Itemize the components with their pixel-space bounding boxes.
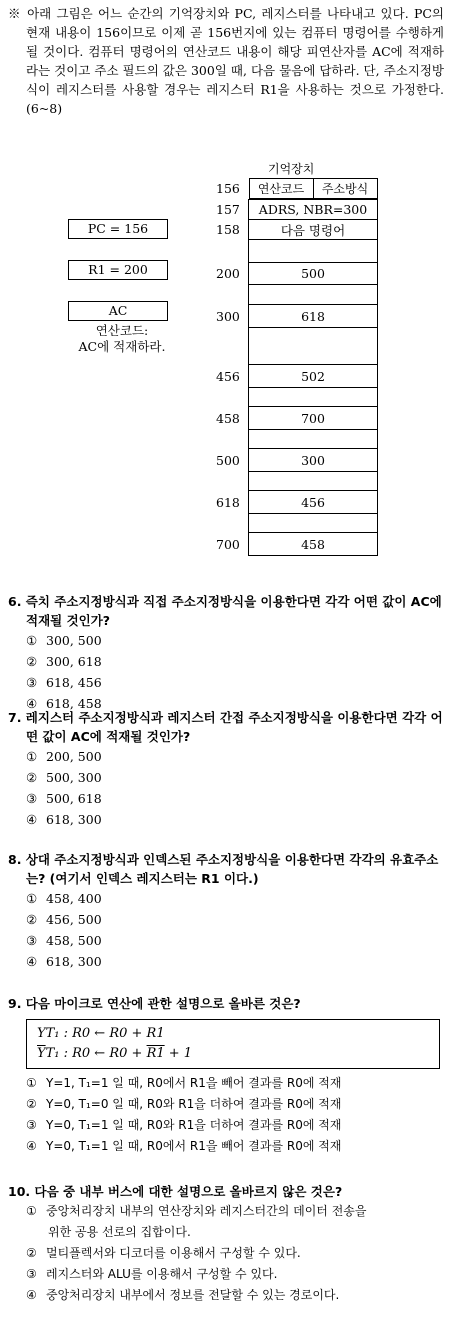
- memory-address: [216, 514, 249, 533]
- option-number: ②: [26, 912, 38, 927]
- memory-cell: 다음 명령어: [249, 220, 378, 240]
- option-text: 레지스터와 ALU를 이용해서 구성할 수 있다.: [46, 1267, 278, 1281]
- option-number: ①: [26, 891, 38, 906]
- option-text: 618, 300: [46, 812, 102, 827]
- opcode-note: [62, 323, 182, 355]
- option-text: 618, 456: [46, 675, 102, 690]
- memory-cell: ADRS, NBR=300: [249, 200, 378, 220]
- option-text: 300, 618: [46, 654, 102, 669]
- memory-row: [216, 533, 378, 556]
- memory-cell: 700: [249, 407, 378, 430]
- memory-cell: 500: [249, 263, 378, 285]
- option-3[interactable]: [8, 1264, 446, 1285]
- option-number: ④: [26, 812, 38, 827]
- question-8: [8, 850, 446, 972]
- memory-cell: [249, 240, 378, 263]
- option-number: ③: [26, 791, 38, 806]
- option-1[interactable]: [8, 746, 446, 767]
- memory-cell: [249, 285, 378, 305]
- option-text: Y=0, T₁=1 일 때, R0에서 R1을 빼어 결과를 R0에 적재: [46, 1139, 342, 1153]
- option-text: 300, 500: [46, 633, 102, 648]
- question-stem: 10. 다음 중 내부 버스에 대한 설명으로 올바르지 않은 것은?: [8, 1184, 343, 1199]
- option-3[interactable]: [8, 788, 446, 809]
- memory-address: 158: [216, 222, 240, 237]
- option-number: ③: [26, 675, 38, 690]
- option-number: ③: [26, 933, 38, 948]
- memory-cell: 300: [249, 449, 378, 472]
- memory-row: [216, 407, 378, 430]
- memory-cell: [249, 514, 378, 533]
- memory-cell: 456: [249, 491, 378, 514]
- memory-row: [216, 200, 378, 220]
- option-text: 500, 618: [46, 791, 102, 806]
- memory-row: [216, 449, 378, 472]
- intro-passage: [8, 4, 444, 118]
- memory-address: 500: [216, 452, 240, 468]
- memory-cell: [249, 472, 378, 491]
- option-4[interactable]: [8, 809, 446, 830]
- memory-address: [216, 430, 249, 449]
- memory-address: [216, 328, 249, 365]
- option-text: 500, 300: [46, 770, 102, 785]
- memory-address: [216, 240, 249, 263]
- memory-row: [216, 305, 378, 328]
- option-1[interactable]: [8, 1073, 446, 1094]
- memory-row: [216, 285, 378, 305]
- pc-register: PC = 156: [68, 219, 168, 239]
- option-text: Y=0, T₁=1 일 때, R0와 R1을 더하여 결과를 R0에 적재: [46, 1118, 342, 1132]
- opcode-note-line: AC에 적재하라.: [78, 339, 166, 354]
- micro-operation-1: YT₁ : R0 ← R0 + R1: [37, 1026, 165, 1041]
- memory-address: 618: [216, 494, 240, 510]
- question-stem: 9. 다음 마이크로 연산에 관한 설명으로 올바른 것은?: [8, 996, 301, 1011]
- memory-address: [216, 472, 249, 491]
- memory-row: [216, 328, 378, 365]
- option-4[interactable]: [8, 951, 446, 972]
- memory-row: [216, 388, 378, 407]
- option-number: ②: [26, 654, 38, 669]
- memory-cell: 458: [249, 533, 378, 556]
- option-number: ①: [26, 633, 38, 648]
- memory-address: 300: [216, 308, 240, 324]
- memory-cell: [249, 328, 378, 365]
- option-number: ③: [26, 1118, 37, 1132]
- option-text: 456, 500: [46, 912, 102, 927]
- memory-address: [216, 285, 249, 305]
- opcode-note-line: 연산코드:: [95, 323, 149, 338]
- option-text: Y=0, T₁=0 일 때, R0와 R1을 더하여 결과를 R0에 적재: [46, 1097, 342, 1111]
- option-3[interactable]: [8, 930, 446, 951]
- memory-cell-opcode: 연산코드: [249, 179, 313, 199]
- memory-row: [216, 263, 378, 285]
- memory-address: 157: [216, 202, 240, 217]
- memory-row: [216, 514, 378, 533]
- memory-row: [216, 430, 378, 449]
- option-1[interactable]: [8, 888, 446, 909]
- memory-address: 200: [216, 266, 240, 281]
- memory-row: [216, 491, 378, 514]
- option-4[interactable]: [8, 1285, 446, 1306]
- memory-address: 156: [216, 181, 240, 197]
- micro-op-part: + 1: [164, 1046, 193, 1061]
- option-text: Y=1, T₁=1 일 때, R0에서 R1을 빼어 결과를 R0에 적재: [46, 1076, 342, 1090]
- option-number: ②: [26, 1246, 37, 1260]
- memory-row: [216, 240, 378, 263]
- intro-text: ※ 아래 그림은 어느 순간의 기억장치와 PC, 레지스터를 나타내고 있다. PC의 현재 내용이 156이므로 이제 곧 156번지에 있는 컴퓨터 명령어를 수행하게 될 것이다. 컴퓨터 명령어의 연산코드 내용이 해당 피연산자를 AC에 적재하라는 것이고 주소 필드의 값은 300일 때, 다음 물음에 답하라. 단, 주소지정방식이 레지스터를 사용할 경우는 레지스터 R1을 사용하는 것으로 가정한다. (6~8): [8, 6, 444, 116]
- option-text: 618, 300: [46, 954, 102, 969]
- option-1-continued: [8, 1222, 446, 1243]
- option-text: 멀티플렉서와 디코더를 이용해서 구성할 수 있다.: [46, 1246, 301, 1260]
- option-number: ④: [26, 954, 38, 969]
- option-number: ④: [26, 696, 38, 711]
- option-number: ②: [26, 1097, 37, 1111]
- option-text: 200, 500: [46, 749, 102, 764]
- r1-register: R1 = 200: [68, 260, 168, 280]
- memory-table: [216, 178, 378, 556]
- memory-row: [216, 365, 378, 388]
- y-bar: $\overline{Y}$: [37, 1046, 46, 1061]
- option-number: ③: [26, 1267, 37, 1281]
- option-3[interactable]: [8, 1115, 446, 1136]
- option-number: ①: [26, 1204, 37, 1218]
- question-9: [8, 994, 446, 1157]
- micro-operation-box: [26, 1019, 440, 1069]
- question-stem: 6. 즉치 주소지정방식과 직접 주소지정방식을 이용한다면 각각 어떤 값이 AC에 적재될 것인가?: [8, 594, 442, 628]
- option-text: 중앙처리장치 내부에서 정보를 전달할 수 있는 경로이다.: [46, 1288, 340, 1302]
- option-text: 중앙처리장치 내부의 연산장치와 레지스터간의 데이터 전송을: [46, 1204, 367, 1218]
- memory-row: [216, 178, 378, 200]
- memory-address: [216, 388, 249, 407]
- option-text: 위한 공용 선로의 집합이다.: [48, 1225, 191, 1239]
- memory-address: 456: [216, 368, 240, 384]
- option-2[interactable]: [8, 1094, 446, 1115]
- question-stem: 8. 상대 주소지정방식과 인덱스된 주소지정방식을 이용한다면 각각의 유효주소는? (여기서 인덱스 레지스터는 R1 이다.): [8, 852, 439, 886]
- option-number: ①: [26, 1076, 37, 1090]
- memory-address: 458: [216, 410, 240, 426]
- question-10: [8, 1182, 446, 1306]
- option-number: ④: [26, 1139, 37, 1153]
- option-1[interactable]: [8, 1201, 446, 1222]
- option-2[interactable]: [8, 651, 446, 672]
- option-number: ④: [26, 1288, 37, 1302]
- question-6: [8, 592, 446, 714]
- memory-address: 700: [216, 536, 240, 552]
- micro-operation-2: [37, 1044, 429, 1064]
- memory-cell: 502: [249, 365, 378, 388]
- option-number: ②: [26, 770, 38, 785]
- option-text: 618, 458: [46, 696, 102, 711]
- option-2[interactable]: [8, 909, 446, 930]
- question-7: [8, 708, 446, 830]
- memory-cell: [249, 430, 378, 449]
- option-4[interactable]: [8, 1136, 446, 1157]
- memory-row: [216, 472, 378, 491]
- memory-cell: 618: [249, 305, 378, 328]
- memory-title: 기억장치: [268, 162, 315, 176]
- memory-cell-mode: 주소방식: [313, 179, 377, 199]
- option-1[interactable]: [8, 630, 446, 651]
- option-text: 458, 400: [46, 891, 102, 906]
- option-2[interactable]: [8, 767, 446, 788]
- memory-cell: [249, 388, 378, 407]
- option-text: 458, 500: [46, 933, 102, 948]
- micro-op-part: T₁ : R0 ← R0 +: [45, 1046, 147, 1061]
- ac-register: AC: [68, 301, 168, 321]
- r1-bar: R1: [146, 1046, 165, 1061]
- memory-row: [216, 220, 378, 240]
- option-2[interactable]: [8, 1243, 446, 1264]
- question-stem: 7. 레지스터 주소지정방식과 레지스터 간접 주소지정방식을 이용한다면 각각 어떤 값이 AC에 적재될 것인가?: [8, 710, 443, 744]
- option-3[interactable]: [8, 672, 446, 693]
- option-number: ①: [26, 749, 38, 764]
